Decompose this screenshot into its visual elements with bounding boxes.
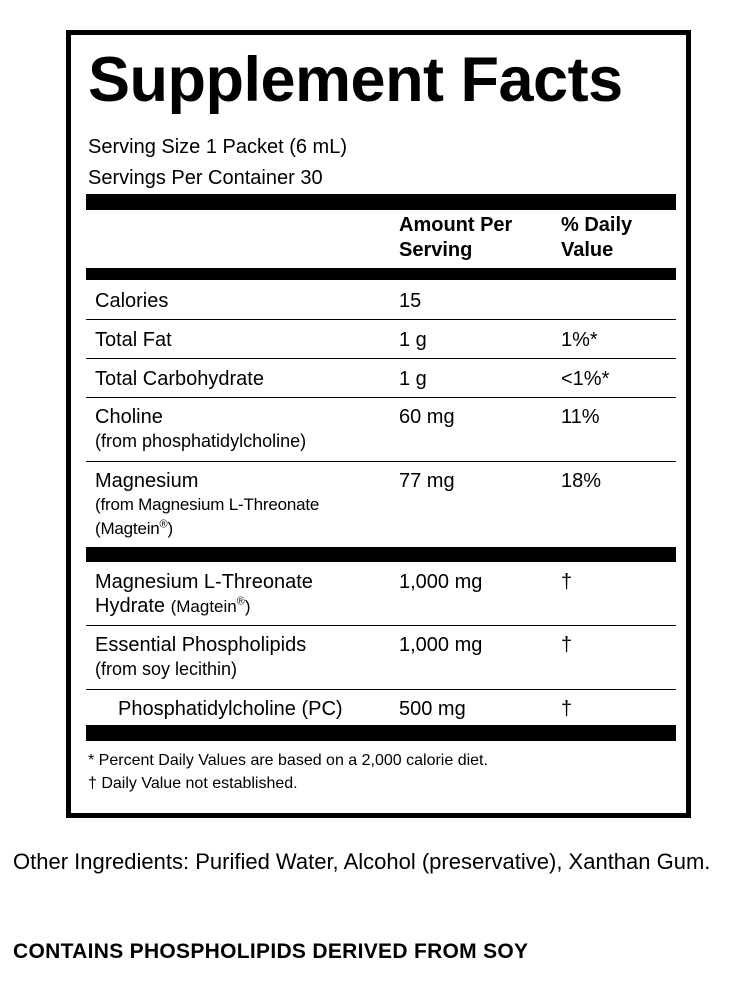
ingredient-row-magnesium-threonate <box>86 562 676 626</box>
ingredient-dv: † <box>561 571 573 593</box>
nutrient-row-magnesium <box>86 462 676 547</box>
panel-title: Supplement Facts <box>88 45 623 115</box>
ingredient-name: Essential Phospholipids (from soy lecithin) <box>95 634 307 679</box>
nutrient-source: (from Magnesium L-Threonate <box>95 495 320 514</box>
nutrient-name: Total Fat <box>95 329 172 351</box>
ingredient-source: (from soy lecithin) <box>95 659 238 679</box>
nutrient-amount: 60 mg <box>399 406 455 428</box>
amount-per-serving-header: Amount Per Serving <box>399 214 513 261</box>
nutrient-amount: 1 g <box>399 368 427 390</box>
ingredient-name: Magnesium L-Threonate Hydrate (Magtein®) <box>95 571 313 617</box>
servings-per-container: Servings Per Container 30 <box>88 167 323 189</box>
nutrient-name: Total Carbohydrate <box>95 368 264 390</box>
ingredient-row-essential-phospholipids <box>86 626 676 690</box>
thick-divider <box>86 268 676 280</box>
supplement-facts-panel <box>66 30 691 818</box>
other-ingredients: Other Ingredients: Purified Water, Alcohol (preservative), Xanthan Gum. <box>13 849 711 874</box>
thick-divider <box>86 547 676 562</box>
ingredient-amount: 500 mg <box>399 698 466 720</box>
ingredient-name: Phosphatidylcholine (PC) <box>118 698 343 720</box>
thick-divider <box>86 194 676 210</box>
nutrient-dv: 18% <box>561 470 602 492</box>
nutrient-amount: 1 g <box>399 329 427 351</box>
nutrient-row-total-fat <box>86 320 676 359</box>
daily-value-header: % Daily Value <box>561 214 633 261</box>
ingredient-row-phosphatidylcholine <box>86 690 676 725</box>
serving-size: Serving Size 1 Packet (6 mL) <box>88 136 347 158</box>
registered-mark: ® <box>159 518 168 531</box>
ingredient-amount: 1,000 mg <box>399 571 483 593</box>
nutrient-row-calories <box>86 280 676 320</box>
nutrient-source-brand: (Magtein®) <box>95 518 173 538</box>
allergen-statement: CONTAINS PHOSPHOLIPIDS DERIVED FROM SOY <box>13 940 529 963</box>
nutrient-amount: 77 mg <box>399 470 455 492</box>
nutrient-name: Calories <box>95 290 169 312</box>
nutrient-source: (from phosphatidylcholine) <box>95 431 307 451</box>
nutrient-name: Magnesium (from Magnesium L-Threonate (Magtein®) <box>95 469 319 541</box>
ingredient-dv: † <box>561 698 573 720</box>
thick-divider <box>86 725 676 741</box>
nutrient-dv: 11% <box>561 406 600 428</box>
nutrient-name: Choline (from phosphatidylcholine) <box>95 406 307 451</box>
ingredient-dv: † <box>561 634 573 656</box>
nutrient-dv: 1%* <box>561 329 598 351</box>
registered-mark: ® <box>236 595 245 608</box>
nutrient-amount: 15 <box>399 290 422 312</box>
nutrient-row-total-carbohydrate <box>86 359 676 398</box>
nutrient-dv: <1%* <box>561 368 610 390</box>
footnote-percent-daily: * Percent Daily Values are based on a 2,000 calorie diet. <box>88 752 488 769</box>
footnote-dagger: † Daily Value not established. <box>88 775 298 792</box>
ingredient-amount: 1,000 mg <box>399 634 483 656</box>
nutrient-row-choline <box>86 398 676 462</box>
